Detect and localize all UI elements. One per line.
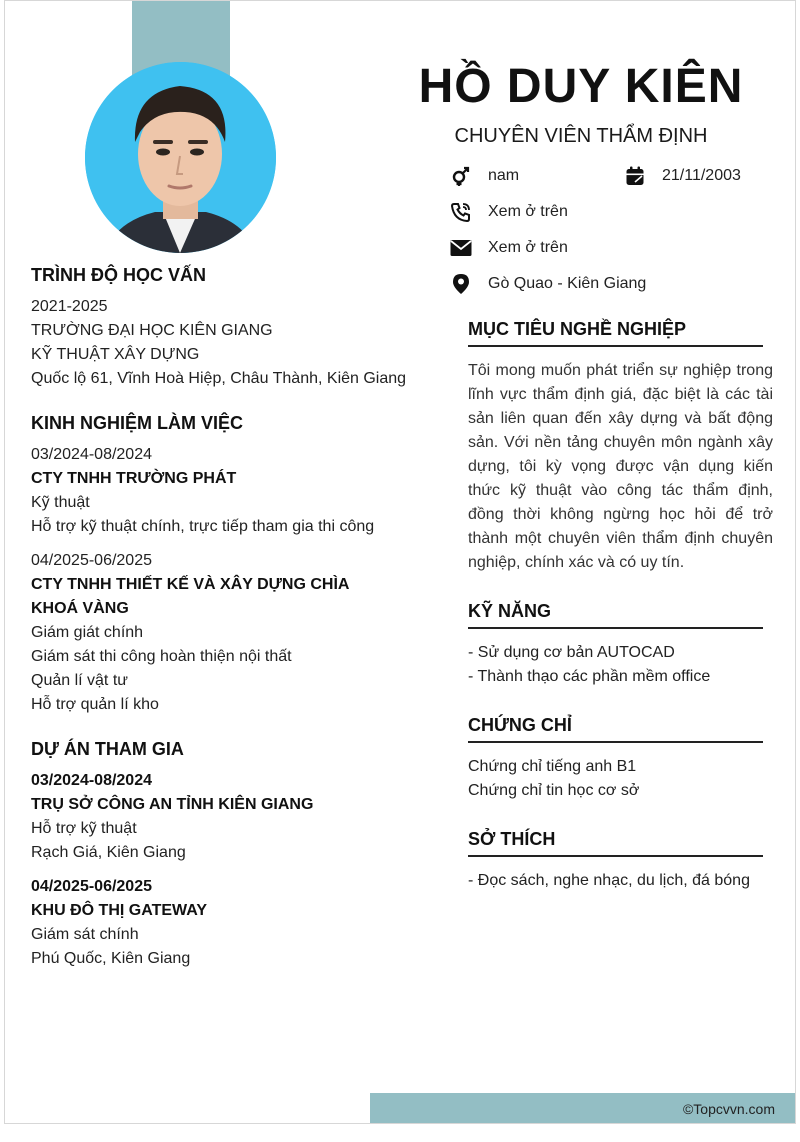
birthdate-value: 21/11/2003 [662,167,741,184]
skills-section [468,601,773,689]
certificate-item: Chứng chỉ tiếng anh B1 [468,758,637,775]
avatar-photo [85,62,276,253]
experience-detail: Hỗ trợ quản lí kho [31,696,159,713]
birthdate-row [624,165,741,187]
projects-section [31,739,411,971]
objective-heading: MỤC TIÊU NGHỀ NGHIỆP [468,319,763,347]
job-title: CHUYÊN VIÊN THẨM ĐỊNH [454,125,708,147]
calendar-icon [624,165,646,187]
education-section [31,265,411,391]
email-value: Xem ở trên [488,239,568,256]
experience-heading: KINH NGHIỆM LÀM VIỆC [31,413,244,433]
phone-row [450,201,568,223]
hobbies-section [468,829,773,893]
experience-section [31,413,411,717]
certificate-item: Chứng chỉ tin học cơ sở [468,782,640,799]
experience-company: CTY TNHH TRƯỜNG PHÁT [31,470,237,487]
phone-value: Xem ở trên [488,203,568,220]
skill-item: - Thành thạo các phần mềm office [468,668,711,685]
certificates-heading: CHỨNG CHỈ [468,715,763,743]
project-name: KHU ĐÔ THỊ GATEWAY [31,902,208,919]
project-location: Phú Quốc, Kiên Giang [31,950,191,967]
skills-heading: KỸ NĂNG [468,601,763,629]
project-item [31,875,411,971]
experience-detail: Kỹ thuật [31,494,90,511]
gender-row [450,165,519,187]
certificates-section [468,715,773,803]
education-school: TRƯỜNG ĐẠI HỌC KIÊN GIANG [31,322,273,339]
gender-value: nam [488,167,520,184]
skill-item: - Sử dụng cơ bản AUTOCAD [468,644,675,661]
hobbies-heading: SỞ THÍCH [468,829,763,857]
projects-heading: DỰ ÁN THAM GIA [31,739,184,759]
objective-text: Tôi mong muốn phát triển sự nghiệp trong lĩnh vực thẩm định giá, đặc biệt là các tài sản liên quan đến xây dựng và bất động sản. Với nền tảng chuyên môn ngành xây dựng, tôi kỳ vọng được vận dụng kiến thức kỹ thuật vào công tác thẩm định, đồng thời không ngừng học hỏi để trở thành một chuyên viên thẩm định chuyên nghiệp, chính xác và có uy tín. [468,362,773,571]
education-address: Quốc lộ 61, Vĩnh Hoà Hiệp, Châu Thành, Kiên Giang [31,370,407,387]
footer-band [370,1093,796,1124]
experience-detail: Giám giát chính [31,624,144,641]
candidate-name: HỒ DUY KIÊN [418,60,744,113]
left-column [31,265,411,993]
project-name: TRỤ SỞ CÔNG AN TỈNH KIÊN GIANG [31,796,314,813]
footer-credit: ©Topcvvn.com [682,1101,775,1117]
experience-period: 04/2025-06/2025 [31,552,152,569]
project-item [31,769,411,865]
location-icon [450,273,472,295]
address-row [450,273,646,295]
gender-icon [450,165,472,187]
email-row [450,237,568,259]
project-period: 04/2025-06/2025 [31,878,152,895]
experience-item [31,443,411,539]
right-column [468,319,773,919]
project-role: Giám sát chính [31,926,139,943]
experience-item [31,549,411,717]
education-heading: TRÌNH ĐỘ HỌC VẤN [31,265,206,285]
phone-icon [450,201,472,223]
experience-company: CTY TNHH THIẾT KẾ VÀ XÂY DỰNG CHÌA [31,576,350,593]
project-location: Rạch Giá, Kiên Giang [31,844,186,861]
hobby-item: - Đọc sách, nghe nhạc, du lịch, đá bóng [468,872,750,889]
cv-page [4,0,796,1124]
email-icon [450,237,472,259]
education-major: KỸ THUẬT XÂY DỰNG [31,346,200,363]
objective-section [468,319,773,575]
experience-period: 03/2024-08/2024 [31,446,152,463]
project-period: 03/2024-08/2024 [31,772,152,789]
experience-detail: Hỗ trợ kỹ thuật chính, trực tiếp tham gia thi công [31,518,375,535]
education-period: 2021-2025 [31,298,108,315]
project-role: Hỗ trợ kỹ thuật [31,820,137,837]
experience-company-cont: KHOÁ VÀNG [31,600,129,617]
experience-detail: Quản lí vật tư [31,672,128,689]
experience-detail: Giám sát thi công hoàn thiện nội thất [31,648,292,665]
address-value: Gò Quao - Kiên Giang [488,275,647,292]
